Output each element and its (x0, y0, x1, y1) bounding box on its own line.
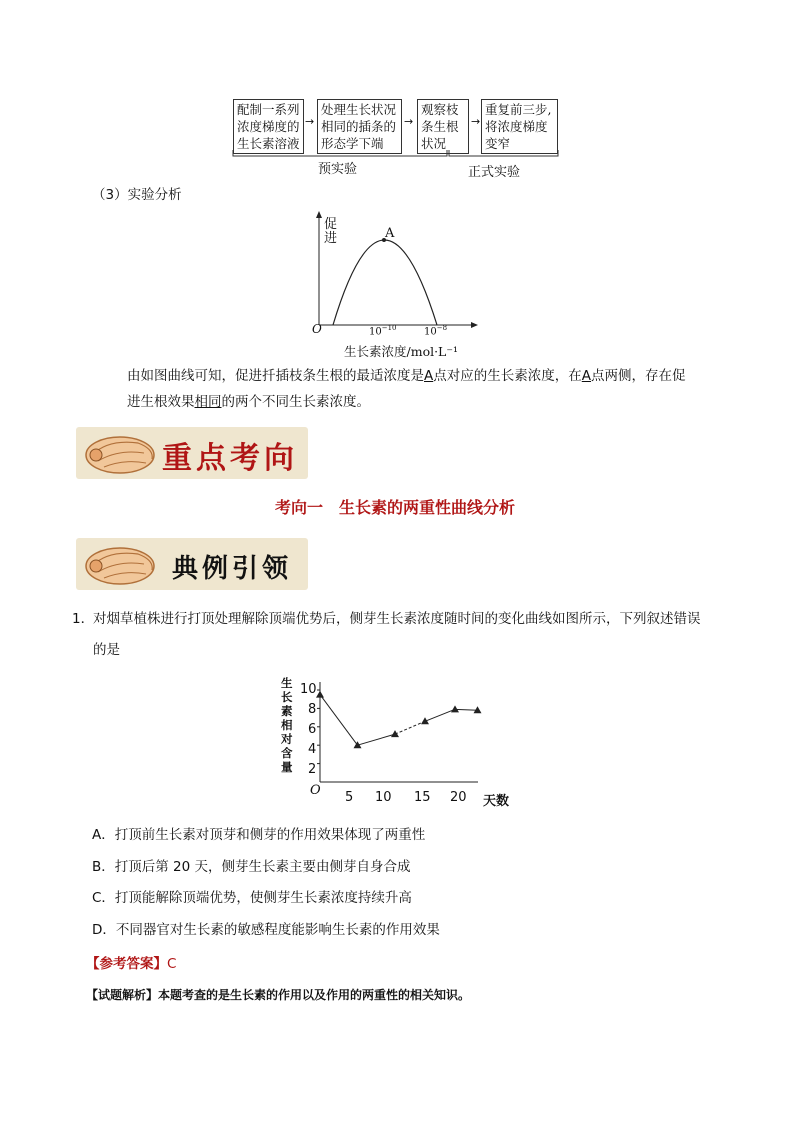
reference-answer (86, 952, 176, 972)
chart-2-origin: O (310, 783, 321, 798)
chart-1-curve (333, 240, 437, 325)
question-line-2: 的是 (93, 642, 120, 658)
banner-1-title: 重点考向 (162, 441, 298, 476)
section-title: 考向一 生长素的两重性曲线分析 (275, 498, 516, 517)
chart-2-point (316, 691, 324, 698)
option-d[interactable]: D．不同器官对生长素的敏感程度能影响生长素的作用效果 (92, 922, 440, 938)
chart-2-x-tick-20: 20 (450, 790, 467, 805)
chart-2-y-tick-2: 2 (308, 762, 317, 777)
question-number: 1． (72, 611, 95, 627)
chart-1-tick-1: $10^{-10}$ (369, 324, 397, 338)
chart-2-point (391, 730, 399, 737)
section-3-heading: （3）实验分析 (92, 187, 182, 203)
banner-typical-example (76, 538, 308, 590)
chart-2-segment (358, 734, 396, 745)
flow-arrow: → (471, 115, 481, 128)
chart-2-x-tick-5: 5 (345, 790, 354, 805)
chart-2-point (421, 717, 429, 724)
chart-2-x-label: 天数 (483, 794, 510, 809)
flow-group-pre: 预实验 (318, 162, 358, 177)
conch-shell-icon (78, 427, 158, 479)
question-line-1: 对烟草植株进行打顶处理解除顶端优势后，侧芽生长素浓度随时间的变化曲线如图所示，下列叙述错误 (93, 611, 701, 627)
chart-2-y-tick-10: 10 (300, 682, 317, 697)
option-a[interactable]: A．打顶前生长素对顶芽和侧芽的作用效果体现了两重性 (92, 827, 426, 843)
chart-2-y-tick-6: 6 (308, 722, 317, 737)
flow-group-formal: 正式实验 (468, 165, 521, 180)
answer-label: 【参考答案】 (86, 956, 167, 972)
analysis-paragraph: 由如图曲线可知，促进扦插枝条生根的最适浓度是A点对应的生长素浓度，在A点两侧，存在促 (127, 368, 686, 384)
chart-2-y-tick-4: 4 (308, 742, 317, 757)
chart-2-x-tick-10: 10 (375, 790, 392, 805)
chart-2-y-label: 生 长 素 相 对 含 量 (281, 676, 293, 774)
chart-2-segment (320, 695, 358, 746)
chart-2-segment (425, 709, 455, 721)
chart-2-y-tick-8: 8 (308, 702, 317, 717)
chart-1-origin: O (312, 322, 322, 336)
answer-value: C (167, 956, 177, 972)
chart-1-y-label-2: 进 (324, 231, 338, 246)
option-c[interactable]: C．打顶能解除顶端优势，使侧芽生长素浓度持续升高 (92, 890, 412, 906)
chart-2-point (451, 705, 459, 712)
chart-1-x-arrow (471, 322, 478, 328)
flow-step-2: 处理生长状况 相同的插条的 形态学下端 (317, 99, 402, 154)
chart-1 (300, 205, 500, 365)
chart-2-x-tick-15: 15 (414, 790, 431, 805)
chart-2-segment (395, 721, 425, 734)
flow-arrow: → (404, 115, 414, 128)
conch-shell-icon (78, 538, 158, 590)
flow-step-3: 观察枝 条生根 状况 (417, 99, 469, 154)
flow-step-4: 重复前三步, 将浓度梯度 变窄 (481, 99, 558, 154)
chart-1-x-label: 生长素浓度/mol·L⁻¹ (344, 344, 458, 359)
chart-2 (278, 672, 528, 812)
analysis-text: 【试题解析】本题考查的是生长素的作用以及作用的两重性的相关知识。 (86, 988, 471, 1002)
chart-1-point-label: A (385, 226, 395, 241)
option-b[interactable]: B．打顶后第 20 天，侧芽生长素主要由侧芽自身合成 (92, 859, 411, 875)
chart-1-tick-2: $10^{-8}$ (424, 324, 448, 338)
flow-arrow: → (305, 115, 315, 128)
flow-step-1: 配制一系列 浓度梯度的 生长素溶液 (233, 99, 304, 154)
banner-key-directions (76, 427, 308, 479)
chart-2-segment (455, 709, 478, 710)
banner-2-title: 典例引领 (172, 554, 293, 584)
chart-1-y-label-1: 促 (324, 217, 338, 232)
analysis-paragraph-line2: 进生根效果相同的两个不同生长素浓度。 (127, 394, 370, 410)
chart-1-y-arrow (316, 211, 322, 218)
